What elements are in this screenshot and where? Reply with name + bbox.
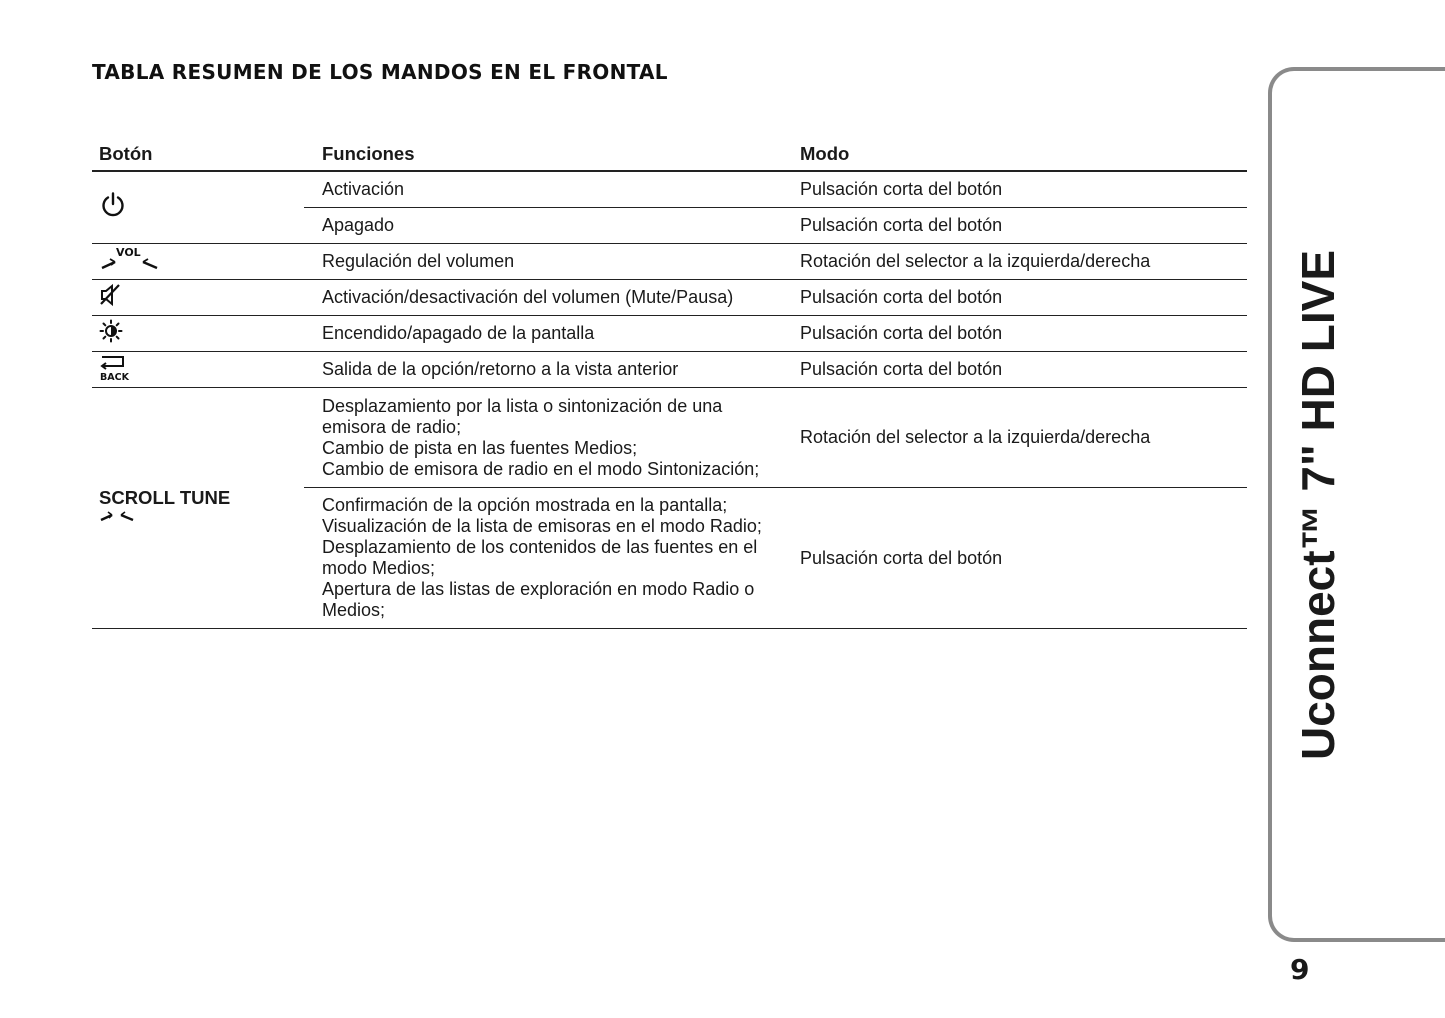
- mode-cell: Pulsación corta del botón: [782, 488, 1247, 629]
- scroll-knob-icon: [99, 508, 137, 529]
- mode-cell: Rotación del selector a la izquierda/derecha: [782, 244, 1247, 280]
- side-chapter-title: Uconnect™ 7" HD LIVE: [1292, 250, 1344, 760]
- table-row: [92, 316, 1247, 352]
- table-row: [92, 388, 1247, 488]
- mode-cell: Pulsación corta del botón: [782, 352, 1247, 388]
- table-row: [92, 244, 1247, 280]
- volume-knob-icon: [99, 245, 161, 278]
- header-button: Botón: [92, 138, 304, 171]
- mode-cell: Pulsación corta del botón: [782, 208, 1247, 244]
- controls-summary-table: [92, 138, 1247, 629]
- function-cell: Apagado: [304, 208, 782, 244]
- function-cell: Encendido/apagado de la pantalla: [304, 316, 782, 352]
- function-line: Desplazamiento por la lista o sintonización de una: [322, 395, 723, 416]
- table-row: [92, 352, 1247, 388]
- button-cell-volume: [92, 244, 304, 280]
- function-cell: Regulación del volumen: [304, 244, 782, 280]
- button-cell-power: [92, 171, 304, 244]
- button-cell-scroll-tune: [92, 388, 304, 629]
- table-row: [92, 280, 1247, 316]
- page-number: 9: [1290, 953, 1310, 986]
- display-brightness-icon: [99, 319, 123, 348]
- back-icon-label: BACK: [100, 372, 129, 381]
- scroll-tune-label: SCROLL TUNE: [99, 486, 231, 508]
- mute-icon: [99, 283, 123, 312]
- function-line: Visualización de la lista de emisoras en el modo Radio;: [322, 516, 762, 536]
- volume-knob-label: VOL: [116, 246, 141, 259]
- function-line: Cambio de emisora de radio en el modo Sintonización;: [322, 458, 760, 479]
- function-line: Apertura de las listas de exploración en modo Radio o: [322, 579, 755, 599]
- mode-cell: Pulsación corta del botón: [782, 316, 1247, 352]
- back-icon: [99, 353, 131, 386]
- button-cell-display: [92, 316, 304, 352]
- function-line: Confirmación de la opción mostrada en la pantalla;: [322, 495, 728, 515]
- function-line: Desplazamiento de los contenidos de las fuentes en el: [322, 537, 758, 557]
- table-row: [92, 171, 1247, 208]
- mode-cell: Pulsación corta del botón: [782, 171, 1247, 208]
- section-title: TABLA RESUMEN DE LOS MANDOS EN EL FRONTAL: [92, 60, 668, 84]
- mode-cell: Rotación del selector a la izquierda/derecha: [782, 388, 1247, 488]
- function-cell: Activación: [304, 171, 782, 208]
- function-cell-rotate: [304, 388, 782, 488]
- function-cell: Salida de la opción/retorno a la vista anterior: [304, 352, 782, 388]
- function-line: emisora de radio;: [322, 416, 462, 437]
- header-mode: Modo: [782, 138, 1247, 171]
- mode-cell: Pulsación corta del botón: [782, 280, 1247, 316]
- function-line: modo Medios;: [322, 558, 436, 578]
- table-header-row: [92, 138, 1247, 171]
- function-cell: Activación/desactivación del volumen (Mute/Pausa): [304, 280, 782, 316]
- function-line: Medios;: [322, 600, 386, 620]
- header-functions: Funciones: [304, 138, 782, 171]
- power-icon: [99, 191, 127, 224]
- button-cell-back: [92, 352, 304, 388]
- function-line: Cambio de pista en las fuentes Medios;: [322, 437, 638, 458]
- function-cell-press: [304, 488, 782, 629]
- button-cell-mute: [92, 280, 304, 316]
